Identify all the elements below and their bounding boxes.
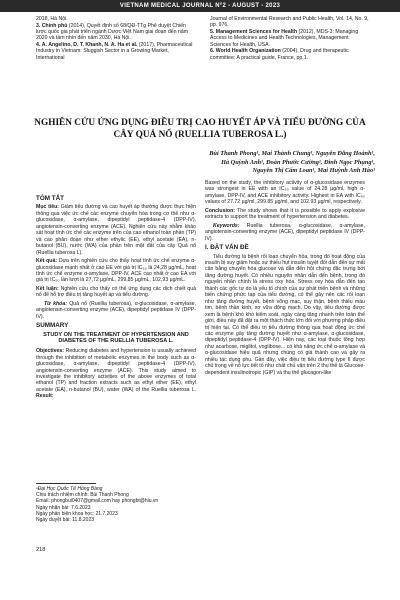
author-list — [160, 150, 375, 176]
references-left-column — [36, 16, 196, 62]
footnote-divider — [36, 483, 96, 484]
section-heading-introduction: I. ĐẶT VẤN ĐỀ — [205, 244, 249, 252]
abstract-heading: TÓM TẮT — [36, 195, 64, 202]
author-line: Nguyễn Thị Cẩm Loan¹, Mai Huỳnh Anh Hào¹ — [252, 167, 375, 175]
introduction-body: Tiểu đường là bệnh rối loạn chuyển hóa, trong đó hoạt động của insulin bị suy giảm hoặc sự thiếu hụt insulin tuyệt đối dẫn đến sự mất cân bằng chuyển hóa glucose và dẫn đến hội chứng đặc trưng bởi tăng đường huyết. Có nhiều nguyên nhân dẫn đến bệnh, trong đó nguyên nhân chính là stress oxy hóa. Stress oxy hóa dẫn đến tạo thành các gốc tự do là yếu tố chính của sự phát triển bệnh và những biến chứng phức tạp của tiểu đường, có thể gây nên các rối loạn như tăng đường huyết, bệnh võng mạc, suy thận, bệnh thiếu máu tim, bệnh thần kinh, xơ vữa động mạch. Do vậy, tiểu đường được xem là bệnh khó khó kiểm soát, ngày càng tăng nhanh trên toàn thế giới, điều này đã đặt ra một thách thức lớn đối với phương pháp điều trị hiện tại. Có thể điều trị tiểu đường thông qua hoạt động ức chế các enzyme gây tăng đường huyết như α-amylase, α-glucosidase, dipeptidyl peptidase-4 (DPP-IV). Hiện nay, các loại thuốc tổng hợp như acarbose, miglitol, voglibose... có khả năng ức chế α-amylase và α-glucosidase hiệu quả nhưng chúng có giá thành cao và gây ra nhiều tác dụng phụ. Gần đây, việc điều trị tiểu đường type II được chú trọng về nỗ lực tiết tố như chất chủ vận trên 2 thụ thể là Glucose-dependent insulinotropic (GIP) và thụ thể glucagon-like — [205, 253, 365, 376]
summary-title: STUDY ON THE TREATMENT OF HYPERTENSION AND DIABETES OF THE RUELLIA TUBEROSA L. — [43, 331, 189, 345]
summary-heading: SUMMARY — [36, 322, 69, 330]
affiliation-footnote — [36, 483, 198, 523]
reference-item: 2018, Hà Nội. — [36, 16, 68, 22]
author-line: Bùi Thanh Phong¹, Mai Thành Chung¹, Nguyễn Đăng Hoành¹, — [209, 150, 375, 157]
journal-header: VIETNAM MEDICAL JOURNAL N°2 - AUGUST - 2023 — [0, 0, 400, 12]
affiliation-line: Ngày nhận bài: 7.6.2023 — [36, 504, 91, 511]
summary-keywords: Keywords: Ruellia tuberosa, α-glucosidase, α-amylase, angiotensin-converting enzyme (ACE), dipeptidyl peptidase IV (DPP-IV). — [205, 222, 365, 242]
right-column — [205, 180, 365, 378]
page-number: 218 — [36, 547, 46, 553]
summary-results: Based on the study, the inhibitory activity of α-glucosidase enzymes was strongest in EE with an IC₅₀ value of 24.28 µg/ml, high α-amylase, DPP-IV, and ACE inhibitory activity. Highest in EA with IC₅₀ values of 27.72 µg/ml, 299.85 µg/ml, and 102.93 µg/ml, respectively. — [205, 180, 365, 206]
author-line: Hà Quỳnh Anh¹, Đoàn Phước Cường¹, Đinh Ngọc Phụng¹, — [221, 158, 375, 166]
reference-item: 4. A. Angelino, D. T. Khanh, N. A. Ha et al. (2017), Pharmaceutical Industry in Vietnam: Sluggish Sector in a Growing Market, International — [36, 42, 193, 61]
article-title: NGHIÊN CỨU ỨNG DỤNG ĐIỀU TRỊ CAO HUYẾT ÁP VÀ TIỂU ĐƯỜNG CỦA CÂY QUẢ NỔ (RUELLIA TUBEROSA L.) — [34, 118, 366, 140]
summary-conclusion: Conclusion: The study shows that it is possible to apply explosive extracts to support the treatment of hypertension and diabetes. — [205, 207, 365, 221]
reference-item: 3. Chính phủ (2014), Quyết định số 68/QĐ-TTg Phê duyệt Chiến lược quốc gia phát triển ngành Dược Việt Nam giai đoạn đến năm 2020 và tầm nhìn đến năm 2030, Hà Nội. — [36, 22, 189, 42]
abstract-keywords: Từ khóa: Quả nổ (Ruellia tuberosa), α-glucosidase, α-amylase, angiotensin-converting enzyme (ACE), dipeptidyl peptidase IV (DPP-IV). — [36, 300, 196, 320]
references-right-column — [210, 16, 370, 62]
reference-item: Journal of Environmental Research and Public Health, Vol. 14, No. 9, pp. 976. — [210, 16, 369, 29]
reference-item: 6. World Health Organization (2004), Drug and therapeutic committee: A practical guide, France, pp.1. — [210, 48, 349, 61]
abstract-results: Kết quả: Dựa trên nghiên cứu cho thấy hoạt tính ức chế enzyme α-glucosidase mạnh nhất ở cao EE với giá trị IC₅₀ là 24,28 µg/mL, hoạt tính ức chế enzyme α-amylase, DPP-IV, ACE cao nhất ở cao EA với giá trị IC₅₀ lần lượt là 27,72 µg/mL, 299,85 µg/mL, 102,93 µg/mL. — [36, 258, 197, 284]
affiliation-org: ¹Đại Học Quốc Tế Hồng Bàng — [36, 486, 103, 492]
abstract-objective: Mục tiêu: Giảm tiểu đường và cao huyết áp thường được thực hiện thông qua việc ức chế các enzyme chuyển hóa trong cơ thể như α-glucosidase, α-amylase, dipeptidyl peptidase-4 (DPP-IV), angiotensin-converting enzyme (ACE). Nghiên cứu này nhằm khảo sát hoạt tính ức chế các enzyme trên của cao ethanol toàn phần (TP) và cao phân đoạn như ether ethylic (EE), ethyl acetate (EA), n-butanol (BU), nước (WA) của phần trên mặt đất của cây Quả nổ (Ruellia tuberosa L). — [36, 204, 196, 256]
affiliation-line: Email: phongbui0407@gmail.com hay phongbt@hiu.vn — [36, 498, 159, 505]
affiliation-line: Ngày duyệt bài: 11.8.2023 — [36, 517, 95, 524]
affiliation-line: Chịu trách nhiệm chính: Bùi Thanh Phong — [36, 492, 129, 499]
abstract-conclusion: Kết luận: Nghiên cứu cho thấy có thể ứng dụng các dịch chiết quả nổ để hỗ trợ điều trị tăng huyết áp và tiểu đường. — [36, 285, 197, 299]
affiliation-line: Ngày phản biện khoa học: 21.7.2023 — [36, 510, 118, 517]
reference-item: 5. Management Sciences for Health (2012), MDS-3: Managing Access to Medicines and Health Technologies, Management Sciences for Health, USA. — [210, 29, 359, 48]
left-column — [36, 196, 196, 402]
summary-objectives: Objectives: Reducing diabetes and hypertension is usually achieved through the inhibition of metabolic enzymes in the body such as α-glucosidase, α-amylase, dipeptidyl peptidase-4 (DPP-IV), angiotensin-converting enzyme (ACE). This study aimed to investigate the inhibitory activities of the above enzymes of total ethanol (TP) and fraction extracts such as ethyl ether (EE), ethyl acetate (EA), n-butanol (BU), water (WA) of the Ruellia tuberosa L. Result: — [36, 348, 196, 400]
